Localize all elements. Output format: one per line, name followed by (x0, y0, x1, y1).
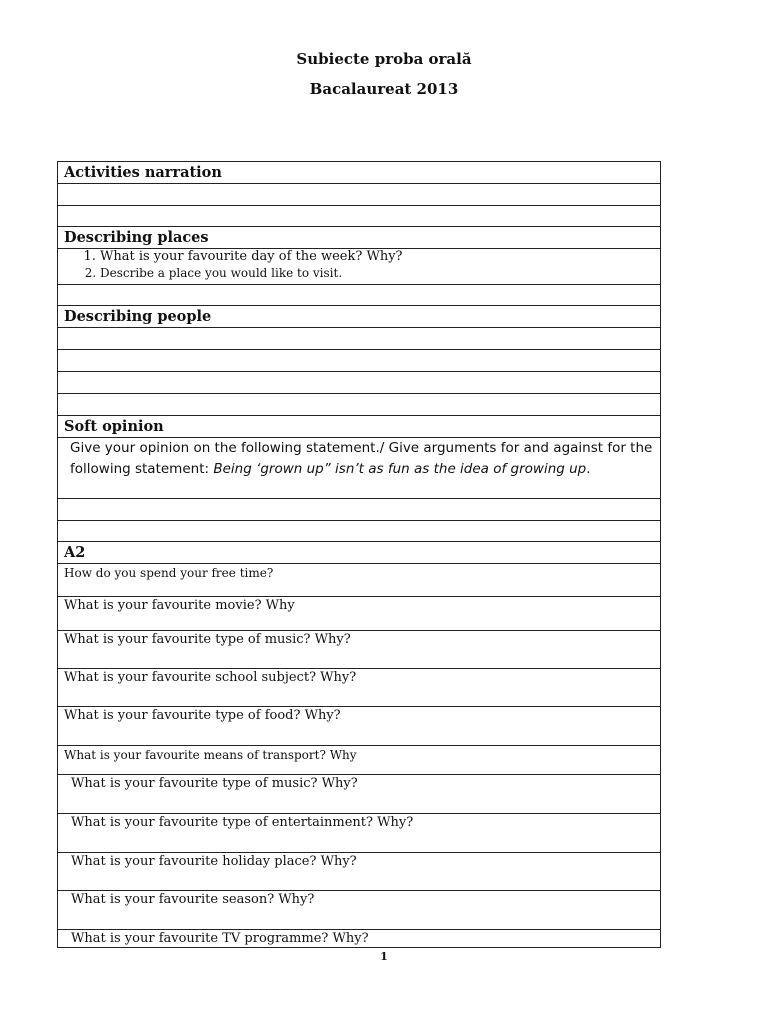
section-heading-people: Describing people (58, 306, 661, 328)
question-row: What is your favourite type of music? Why? (58, 775, 661, 814)
document-title: Subiecte proba orală (296, 50, 472, 68)
section-heading-places: Describing places (58, 227, 661, 249)
question-row: What is your favourite means of transport? Why (58, 746, 661, 775)
blank-row (58, 350, 661, 372)
blank-row (58, 521, 661, 542)
question-row: What is your favourite type of food? Why? (58, 707, 661, 746)
exam-topics-table (57, 161, 661, 948)
section-heading-activities: Activities narration (58, 162, 661, 184)
list-item: 2. Describe a place you would like to visit. (100, 265, 654, 281)
blank-row (58, 206, 661, 227)
question-row: What is your favourite TV programme? Why? (58, 930, 661, 948)
opinion-prompt (58, 438, 661, 499)
question-row: What is your favourite movie? Why (58, 597, 661, 631)
question-row: What is your favourite holiday place? Why? (58, 853, 661, 891)
opinion-statement: Being ‘grown up” isn’t as fun as the idea of growing up (213, 461, 587, 477)
section-heading-a2: A2 (58, 542, 661, 564)
question-row: What is your favourite school subject? Why? (58, 669, 661, 707)
question-row: What is your favourite season? Why? (58, 891, 661, 930)
blank-row (58, 184, 661, 206)
question-row: What is your favourite type of music? Why? (58, 631, 661, 669)
blank-row (58, 499, 661, 521)
section-heading-opinion: Soft opinion (58, 416, 661, 438)
document-subtitle: Bacalaureat 2013 (309, 80, 459, 98)
list-item: 1. What is your favourite day of the week? Why? (100, 249, 654, 265)
places-list (64, 249, 654, 281)
opinion-end: . (586, 461, 591, 477)
blank-row (58, 372, 661, 394)
question-row: How do you spend your free time? (58, 564, 661, 597)
blank-row (58, 285, 661, 306)
blank-row (58, 328, 661, 350)
blank-row (58, 394, 661, 416)
places-list-cell (58, 249, 661, 285)
question-row: What is your favourite type of entertainment? Why? (58, 814, 661, 853)
page-number: 1 (380, 950, 388, 963)
opinion-text: Give your opinion on the following statement./ Give arguments for and against for the following statement: (70, 440, 653, 477)
